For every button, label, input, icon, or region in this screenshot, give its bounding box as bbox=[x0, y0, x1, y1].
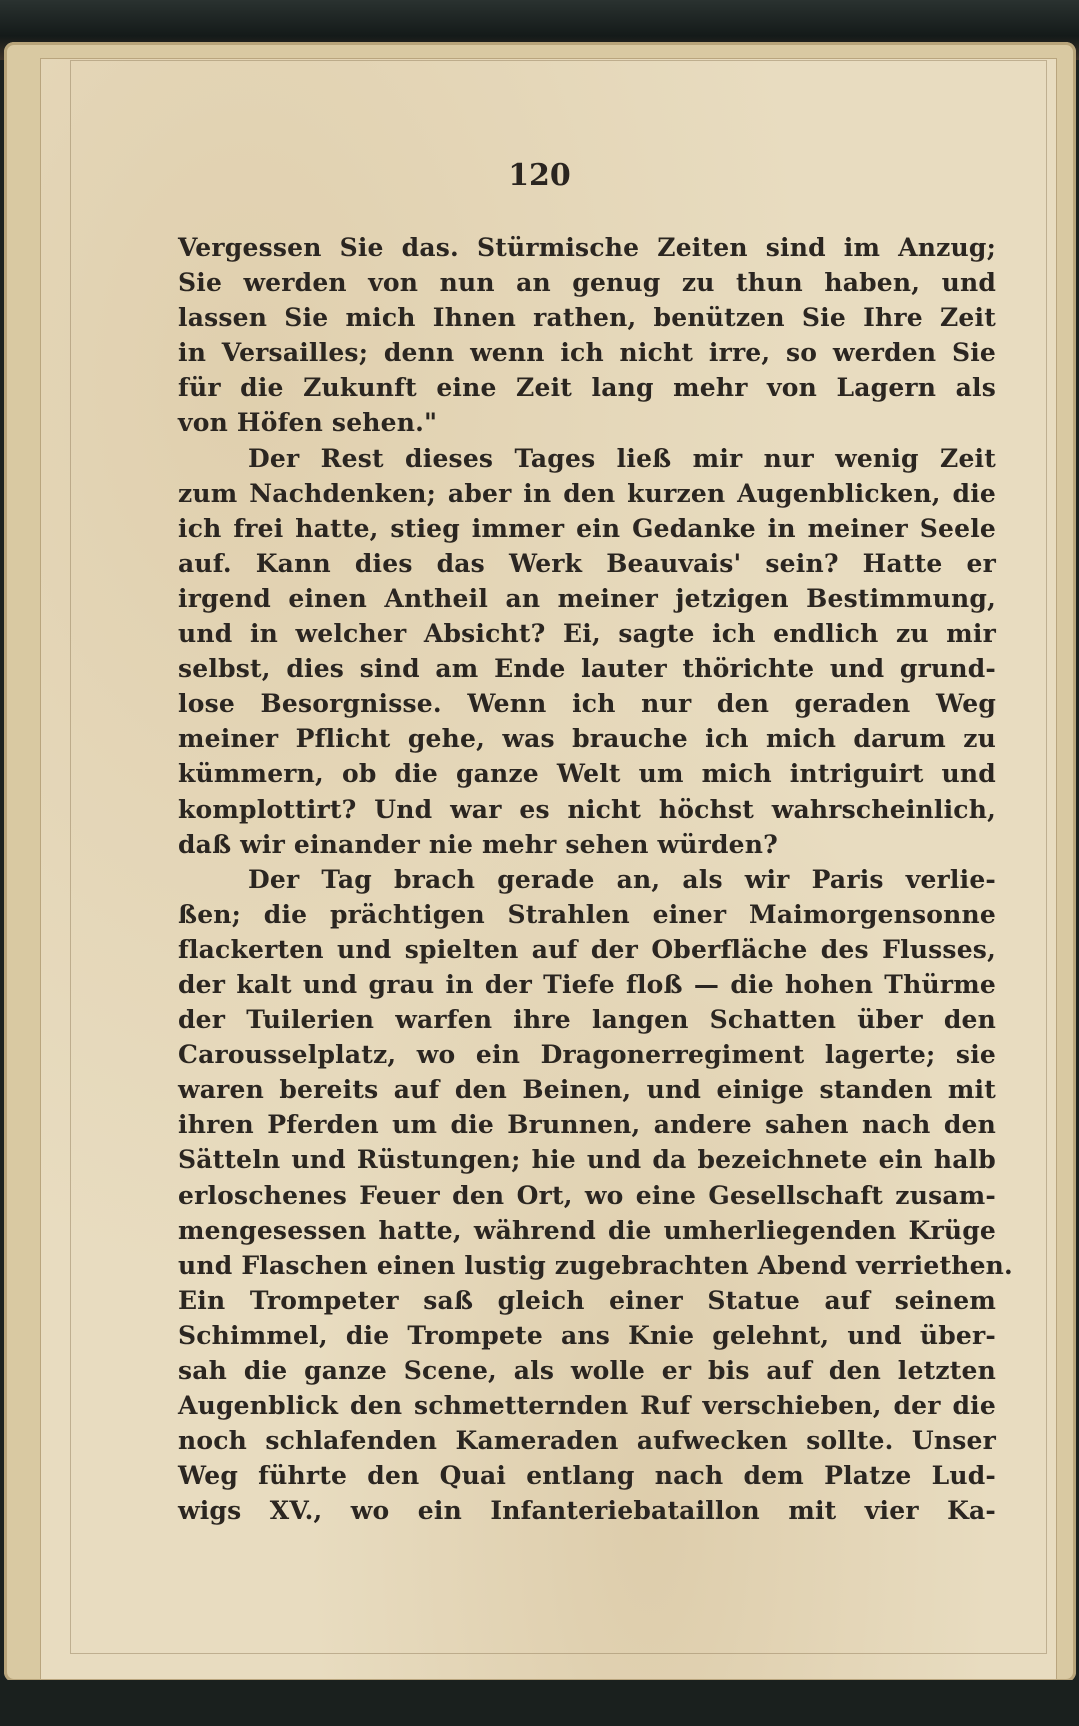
body-text bbox=[178, 230, 1013, 1528]
text-line: Augenblick den schmetternden Ruf verschieben, der die bbox=[178, 1391, 996, 1421]
text-line: zum Nachdenken; aber in den kurzen Augenblicken, die bbox=[178, 478, 996, 508]
text-line: meiner Pflicht gehe, was brauche ich mich darum zu bbox=[178, 724, 996, 754]
text-line: noch schlafenden Kameraden aufwecken sollte. Unser bbox=[178, 1426, 996, 1456]
text-line: lassen Sie mich Ihnen rathen, benützen Sie Ihre Zeit bbox=[178, 303, 996, 333]
text-line: kümmern, ob die ganze Welt um mich intriguirt und bbox=[178, 759, 996, 789]
text-line: ihren Pferden um die Brunnen, andere sahen nach den bbox=[178, 1110, 996, 1140]
text-line: Carousselplatz, wo ein Dragonerregiment lagerte; sie bbox=[178, 1040, 996, 1070]
text-line: von Höfen sehen." bbox=[178, 408, 438, 438]
text-line: Weg führte den Quai entlang nach dem Platze Lud- bbox=[178, 1461, 996, 1491]
text-line: Sie werden von nun an genug zu thun haben, und bbox=[178, 268, 996, 298]
text-line: komplottirt? Und war es nicht höchst wahrscheinlich, bbox=[178, 794, 996, 824]
text-line: der kalt und grau in der Tiefe floß — die hohen Thürme bbox=[178, 969, 996, 999]
text-line: auf. Kann dies das Werk Beauvais' sein? Hatte er bbox=[178, 548, 996, 578]
text-line: selbst, dies sind am Ende lauter thörichte und grund- bbox=[178, 654, 996, 684]
text-line: erloschenes Feuer den Ort, wo eine Gesellschaft zusam- bbox=[178, 1180, 996, 1210]
text-line: ßen; die prächtigen Strahlen einer Maimorgensonne bbox=[178, 899, 996, 929]
text-line: der Tuilerien warfen ihre langen Schatten über den bbox=[178, 1005, 996, 1035]
text-line: Der Tag brach gerade an, als wir Paris verlie- bbox=[248, 864, 996, 894]
text-line: und Flaschen einen lustig zugebrachten Abend verriethen. bbox=[178, 1250, 1013, 1280]
text-line: Sätteln und Rüstungen; hie und da bezeichnete ein halb bbox=[178, 1145, 996, 1175]
text-line: irgend einen Antheil an meiner jetzigen Bestimmung, bbox=[178, 583, 996, 613]
text-line: ich frei hatte, stieg immer ein Gedanke in meiner Seele bbox=[178, 513, 996, 543]
text-line: sah die ganze Scene, als wolle er bis auf den letzten bbox=[178, 1356, 996, 1385]
text-line: waren bereits auf den Beinen, und einige standen mit bbox=[178, 1075, 996, 1105]
text-line: Der Rest dieses Tages ließ mir nur wenig Zeit bbox=[248, 443, 996, 473]
text-line: in Versailles; denn wenn ich nicht irre, so werden Sie bbox=[178, 338, 996, 368]
text-line: für die Zukunft eine Zeit lang mehr von Lagern als bbox=[178, 373, 996, 403]
text-line: Ein Trompeter saß gleich einer Statue auf seinem bbox=[178, 1285, 996, 1315]
book-cover-bottom bbox=[0, 1680, 1079, 1726]
text-line: Vergessen Sie das. Stürmische Zeiten sind im Anzug; bbox=[178, 233, 996, 262]
text-line: daß wir einander nie mehr sehen würden? bbox=[178, 829, 778, 859]
text-line: flackerten und spielten auf der Oberfläche des Flusses, bbox=[178, 934, 996, 964]
text-line: Schimmel, die Trompete ans Knie gelehnt, und über- bbox=[178, 1320, 996, 1350]
page-number: 120 bbox=[508, 158, 571, 193]
text-line: lose Besorgnisse. Wenn ich nur den geraden Weg bbox=[178, 689, 996, 719]
text-line: mengesessen hatte, während die umherliegenden Krüge bbox=[178, 1215, 996, 1245]
text-line: und in welcher Absicht? Ei, sagte ich endlich zu mir bbox=[178, 619, 996, 649]
text-line: wigs XV., wo ein Infanteriebataillon mit vier Ka- bbox=[178, 1496, 996, 1526]
